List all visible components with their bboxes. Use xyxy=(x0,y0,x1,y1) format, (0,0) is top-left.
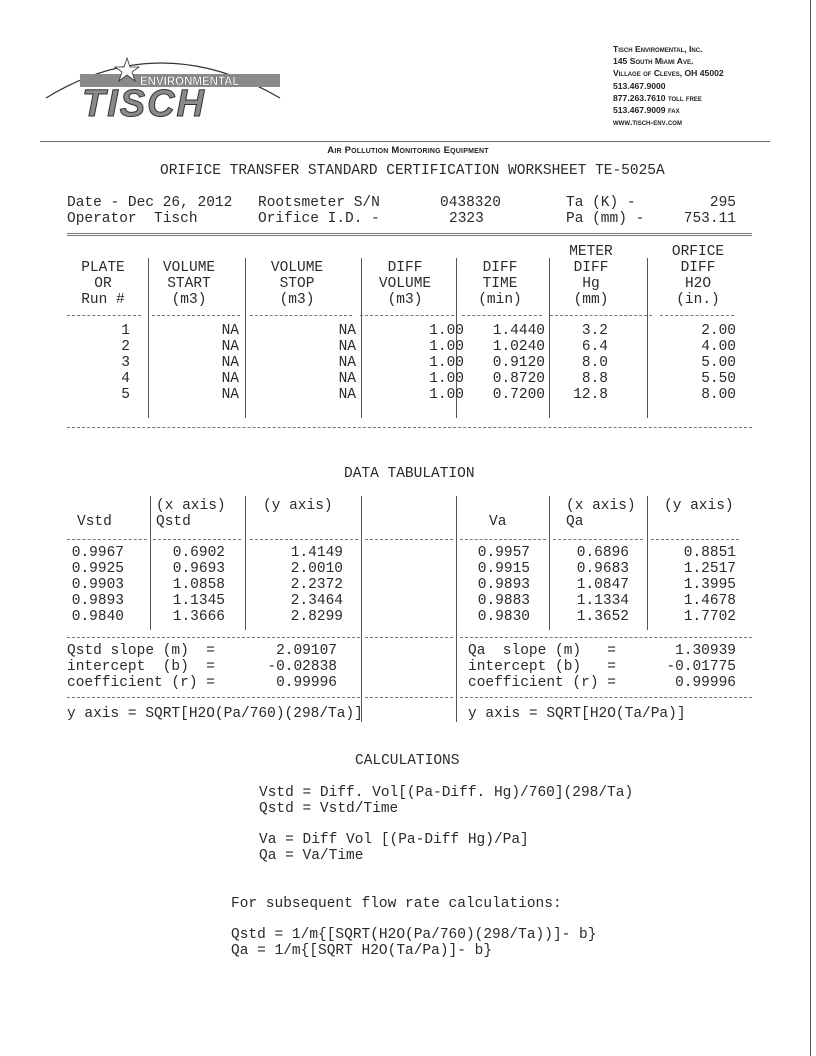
run-header-cell: DIFF xyxy=(387,260,423,276)
std-stat-label: Qstd slope (m) = xyxy=(67,643,215,659)
run-cell: 1.00 xyxy=(429,355,464,371)
run-cell: NA xyxy=(221,387,239,403)
formula-vstd: Vstd = Diff. Vol[(Pa-Diff. Hg)/760](298/Ta) xyxy=(259,785,634,801)
stats-rule xyxy=(365,637,453,638)
std-stat-value: -0.02838 xyxy=(267,659,337,675)
tab-cell: 2.8299 xyxy=(290,609,343,625)
run-cell: NA xyxy=(338,371,356,387)
tab-cell: 1.4149 xyxy=(290,545,343,561)
city: Village of Cleves, OH 45002 xyxy=(613,68,724,79)
run-header-cell: (mm) xyxy=(573,292,609,308)
run-header-cell: VOLUME xyxy=(270,260,324,276)
tab-cell: 1.1334 xyxy=(576,593,629,609)
tisch-logo xyxy=(40,40,300,130)
tab-cell: 0.9830 xyxy=(477,609,530,625)
run-cell: 1.4440 xyxy=(492,323,545,339)
tabulation-title: DATA TABULATION xyxy=(344,466,475,482)
run-cell: NA xyxy=(338,355,356,371)
subsequent-label: For subsequent flow rate calculations: xyxy=(231,896,562,912)
tab-header-cell: (x axis) xyxy=(566,498,636,514)
run-cell: 8.0 xyxy=(581,355,608,371)
run-header-cell: DIFF xyxy=(680,260,716,276)
run-header-cell: (m3) xyxy=(279,292,315,308)
std-stat-value: 0.99996 xyxy=(276,675,337,691)
operator-label: Operator Tisch xyxy=(67,211,198,227)
tab-column-divider xyxy=(361,496,362,722)
run-header-cell: PLATE xyxy=(81,260,125,276)
run-header-rule xyxy=(360,315,454,316)
run-cell: 5 xyxy=(121,387,130,403)
tab-header-cell: (x axis) xyxy=(156,498,226,514)
std-y-axis-formula: y axis = SQRT[H2O(Pa/760)(298/Ta)] xyxy=(67,706,363,722)
run-cell: NA xyxy=(221,323,239,339)
tab-cell: 1.2517 xyxy=(683,561,736,577)
tab-cell: 1.3995 xyxy=(683,577,736,593)
run-column-divider xyxy=(361,258,362,418)
pa-label: Pa (mm) - xyxy=(566,211,645,227)
page-edge-line xyxy=(810,0,811,1056)
run-header-rule xyxy=(152,315,240,316)
tab-cell: 2.3464 xyxy=(290,593,343,609)
tab-cell: 1.4678 xyxy=(683,593,736,609)
run-header-cell: VOLUME xyxy=(378,276,432,292)
formula-subsequent-qstd: Qstd = 1/m{[SQRT(H2O(Pa/760)(298/Ta))]- b} xyxy=(231,927,597,943)
stats-rule xyxy=(365,697,453,698)
run-header-cell: START xyxy=(167,276,211,292)
run-table-bottom-rule xyxy=(67,427,752,428)
act-stat-label: Qa slope (m) = xyxy=(468,643,616,659)
tab-cell: 0.9967 xyxy=(71,545,124,561)
run-cell: 0.7200 xyxy=(492,387,545,403)
phone: 513.467.9000 xyxy=(613,80,666,91)
run-header-cell: (m3) xyxy=(171,292,207,308)
worksheet-title: ORIFICE TRANSFER STANDARD CERTIFICATION WORKSHEET TE-5025A xyxy=(160,163,665,179)
tab-cell: 2.0010 xyxy=(290,561,343,577)
run-cell: 2.00 xyxy=(701,323,736,339)
run-cell: NA xyxy=(221,371,239,387)
run-header-cell: H2O xyxy=(684,276,712,292)
tab-cell: 0.6896 xyxy=(576,545,629,561)
run-header-cell: Hg xyxy=(582,276,600,292)
rootsmeter-label: Rootsmeter S/N xyxy=(258,195,380,211)
run-header-rule xyxy=(67,315,141,316)
run-header-rule xyxy=(550,315,652,316)
tab-header-cell: Vstd xyxy=(77,514,112,530)
run-cell: 1.00 xyxy=(429,323,464,339)
run-cell: 1.00 xyxy=(429,339,464,355)
run-header-rule xyxy=(462,315,542,316)
run-header-rule xyxy=(250,315,352,316)
tab-cell: 0.8851 xyxy=(683,545,736,561)
stats-rule xyxy=(460,637,752,638)
run-cell: NA xyxy=(338,387,356,403)
tab-header-rule xyxy=(250,539,358,540)
stats-rule xyxy=(67,697,360,698)
tab-cell: 0.9903 xyxy=(71,577,124,593)
run-header-cell: VOLUME xyxy=(162,260,216,276)
stats-rule xyxy=(460,697,752,698)
tab-column-divider xyxy=(245,496,246,630)
tab-cell: 1.3652 xyxy=(576,609,629,625)
tab-cell: 0.9893 xyxy=(71,593,124,609)
street: 145 South Miami Ave. xyxy=(613,56,694,67)
run-header-cell: (in.) xyxy=(676,292,720,308)
header-rule xyxy=(40,141,770,142)
tab-cell: 0.9683 xyxy=(576,561,629,577)
ta-label: Ta (K) - xyxy=(566,195,636,211)
run-header-rule xyxy=(660,315,734,316)
act-stat-value: 0.99996 xyxy=(675,675,736,691)
tab-cell: 0.9693 xyxy=(172,561,225,577)
tab-cell: 2.2372 xyxy=(290,577,343,593)
run-cell: 8.00 xyxy=(701,387,736,403)
run-cell: 5.50 xyxy=(701,371,736,387)
date-label: Date - Dec 26, 2012 xyxy=(67,195,233,211)
run-cell: 6.4 xyxy=(581,339,608,355)
std-stat-label: coefficient (r) = xyxy=(67,675,215,691)
tab-cell: 1.3666 xyxy=(172,609,225,625)
website: www.tisch-env.com xyxy=(613,117,682,128)
act-stat-label: coefficient (r) = xyxy=(468,675,616,691)
tab-header-cell: (y axis) xyxy=(263,498,333,514)
run-header-cell: ORFICE xyxy=(671,244,725,260)
subtitle: Air Pollution Monitoring Equipment xyxy=(327,145,489,156)
double-rule xyxy=(67,233,752,236)
ta-value: 295 xyxy=(709,195,736,211)
formula-va: Va = Diff Vol [(Pa-Diff Hg)/Pa] xyxy=(259,832,529,848)
tab-cell: 1.0847 xyxy=(576,577,629,593)
run-cell: 0.9120 xyxy=(492,355,545,371)
run-cell: 1 xyxy=(121,323,130,339)
calculations-title: CALCULATIONS xyxy=(355,753,460,769)
tab-cell: 1.7702 xyxy=(683,609,736,625)
act-stat-label: intercept (b) = xyxy=(468,659,616,675)
pa-value: 753.11 xyxy=(683,211,736,227)
run-cell: 1.00 xyxy=(429,371,464,387)
logo-word: ENVIRONMENTAL xyxy=(140,76,240,88)
run-header-cell: TIME xyxy=(482,276,518,292)
run-header-cell: (m3) xyxy=(387,292,423,308)
act-stat-value: -0.01775 xyxy=(666,659,736,675)
run-cell: 2 xyxy=(121,339,130,355)
stats-rule xyxy=(67,637,360,638)
run-cell: 5.00 xyxy=(701,355,736,371)
run-header-cell: DIFF xyxy=(573,260,609,276)
tab-header-rule xyxy=(365,539,453,540)
fax: 513.467.9009 fax xyxy=(613,105,680,116)
std-stat-label: intercept (b) = xyxy=(67,659,215,675)
run-header-cell: METER xyxy=(569,244,613,260)
tab-cell: 0.9840 xyxy=(71,609,124,625)
tab-cell: 0.9957 xyxy=(477,545,530,561)
run-header-cell: (min) xyxy=(478,292,522,308)
run-cell: 1.00 xyxy=(429,387,464,403)
act-y-axis-formula: y axis = SQRT[H2O(Ta/Pa)] xyxy=(468,706,686,722)
run-header-cell: STOP xyxy=(279,276,315,292)
run-header-cell: Run # xyxy=(81,292,125,308)
tab-header-cell: Qstd xyxy=(156,514,191,530)
tab-cell: 0.9925 xyxy=(71,561,124,577)
tab-cell: 0.9915 xyxy=(477,561,530,577)
act-stat-value: 1.30939 xyxy=(675,643,736,659)
orifice-label: Orifice I.D. - xyxy=(258,211,380,227)
run-cell: NA xyxy=(338,339,356,355)
tab-header-rule xyxy=(153,539,241,540)
tab-header-cell: (y axis) xyxy=(664,498,734,514)
logo-name: TISCH xyxy=(82,83,206,125)
run-cell: 4 xyxy=(121,371,130,387)
run-cell: 12.8 xyxy=(573,387,608,403)
toll-free: 877.263.7610 toll free xyxy=(613,92,702,103)
company-address xyxy=(613,43,724,128)
run-cell: NA xyxy=(221,339,239,355)
run-column-divider xyxy=(245,258,246,418)
tab-header-rule xyxy=(460,539,546,540)
formula-qstd: Qstd = Vstd/Time xyxy=(259,801,399,817)
tab-cell: 0.9883 xyxy=(477,593,530,609)
run-cell: 1.0240 xyxy=(492,339,545,355)
formula-qa: Qa = Va/Time xyxy=(259,848,364,864)
run-cell: 3 xyxy=(121,355,130,371)
std-stat-value: 2.09107 xyxy=(276,643,337,659)
logo-graphic xyxy=(40,40,300,130)
tab-cell: 1.1345 xyxy=(172,593,225,609)
run-cell: 3.2 xyxy=(581,323,608,339)
run-cell: 4.00 xyxy=(701,339,736,355)
run-header-cell: DIFF xyxy=(482,260,518,276)
tab-header-rule xyxy=(553,539,643,540)
tab-header-cell: Qa xyxy=(566,514,584,530)
tab-header-rule xyxy=(651,539,739,540)
tab-cell: 0.9893 xyxy=(477,577,530,593)
company-name: Tisch Enviromental, Inc. xyxy=(613,44,703,54)
tab-cell: 0.6902 xyxy=(172,545,225,561)
tab-header-rule xyxy=(67,539,147,540)
formula-subsequent-qa: Qa = 1/m{[SQRT H2O(Ta/Pa)]- b} xyxy=(231,943,493,959)
tab-header-cell: Va xyxy=(489,514,507,530)
orifice-value: 2323 xyxy=(449,211,484,227)
tab-cell: 1.0858 xyxy=(172,577,225,593)
run-header-cell: OR xyxy=(94,276,112,292)
run-cell: NA xyxy=(221,355,239,371)
run-cell: 0.8720 xyxy=(492,371,545,387)
run-cell: NA xyxy=(338,323,356,339)
run-cell: 8.8 xyxy=(581,371,608,387)
rootsmeter-value: 0438320 xyxy=(440,195,501,211)
